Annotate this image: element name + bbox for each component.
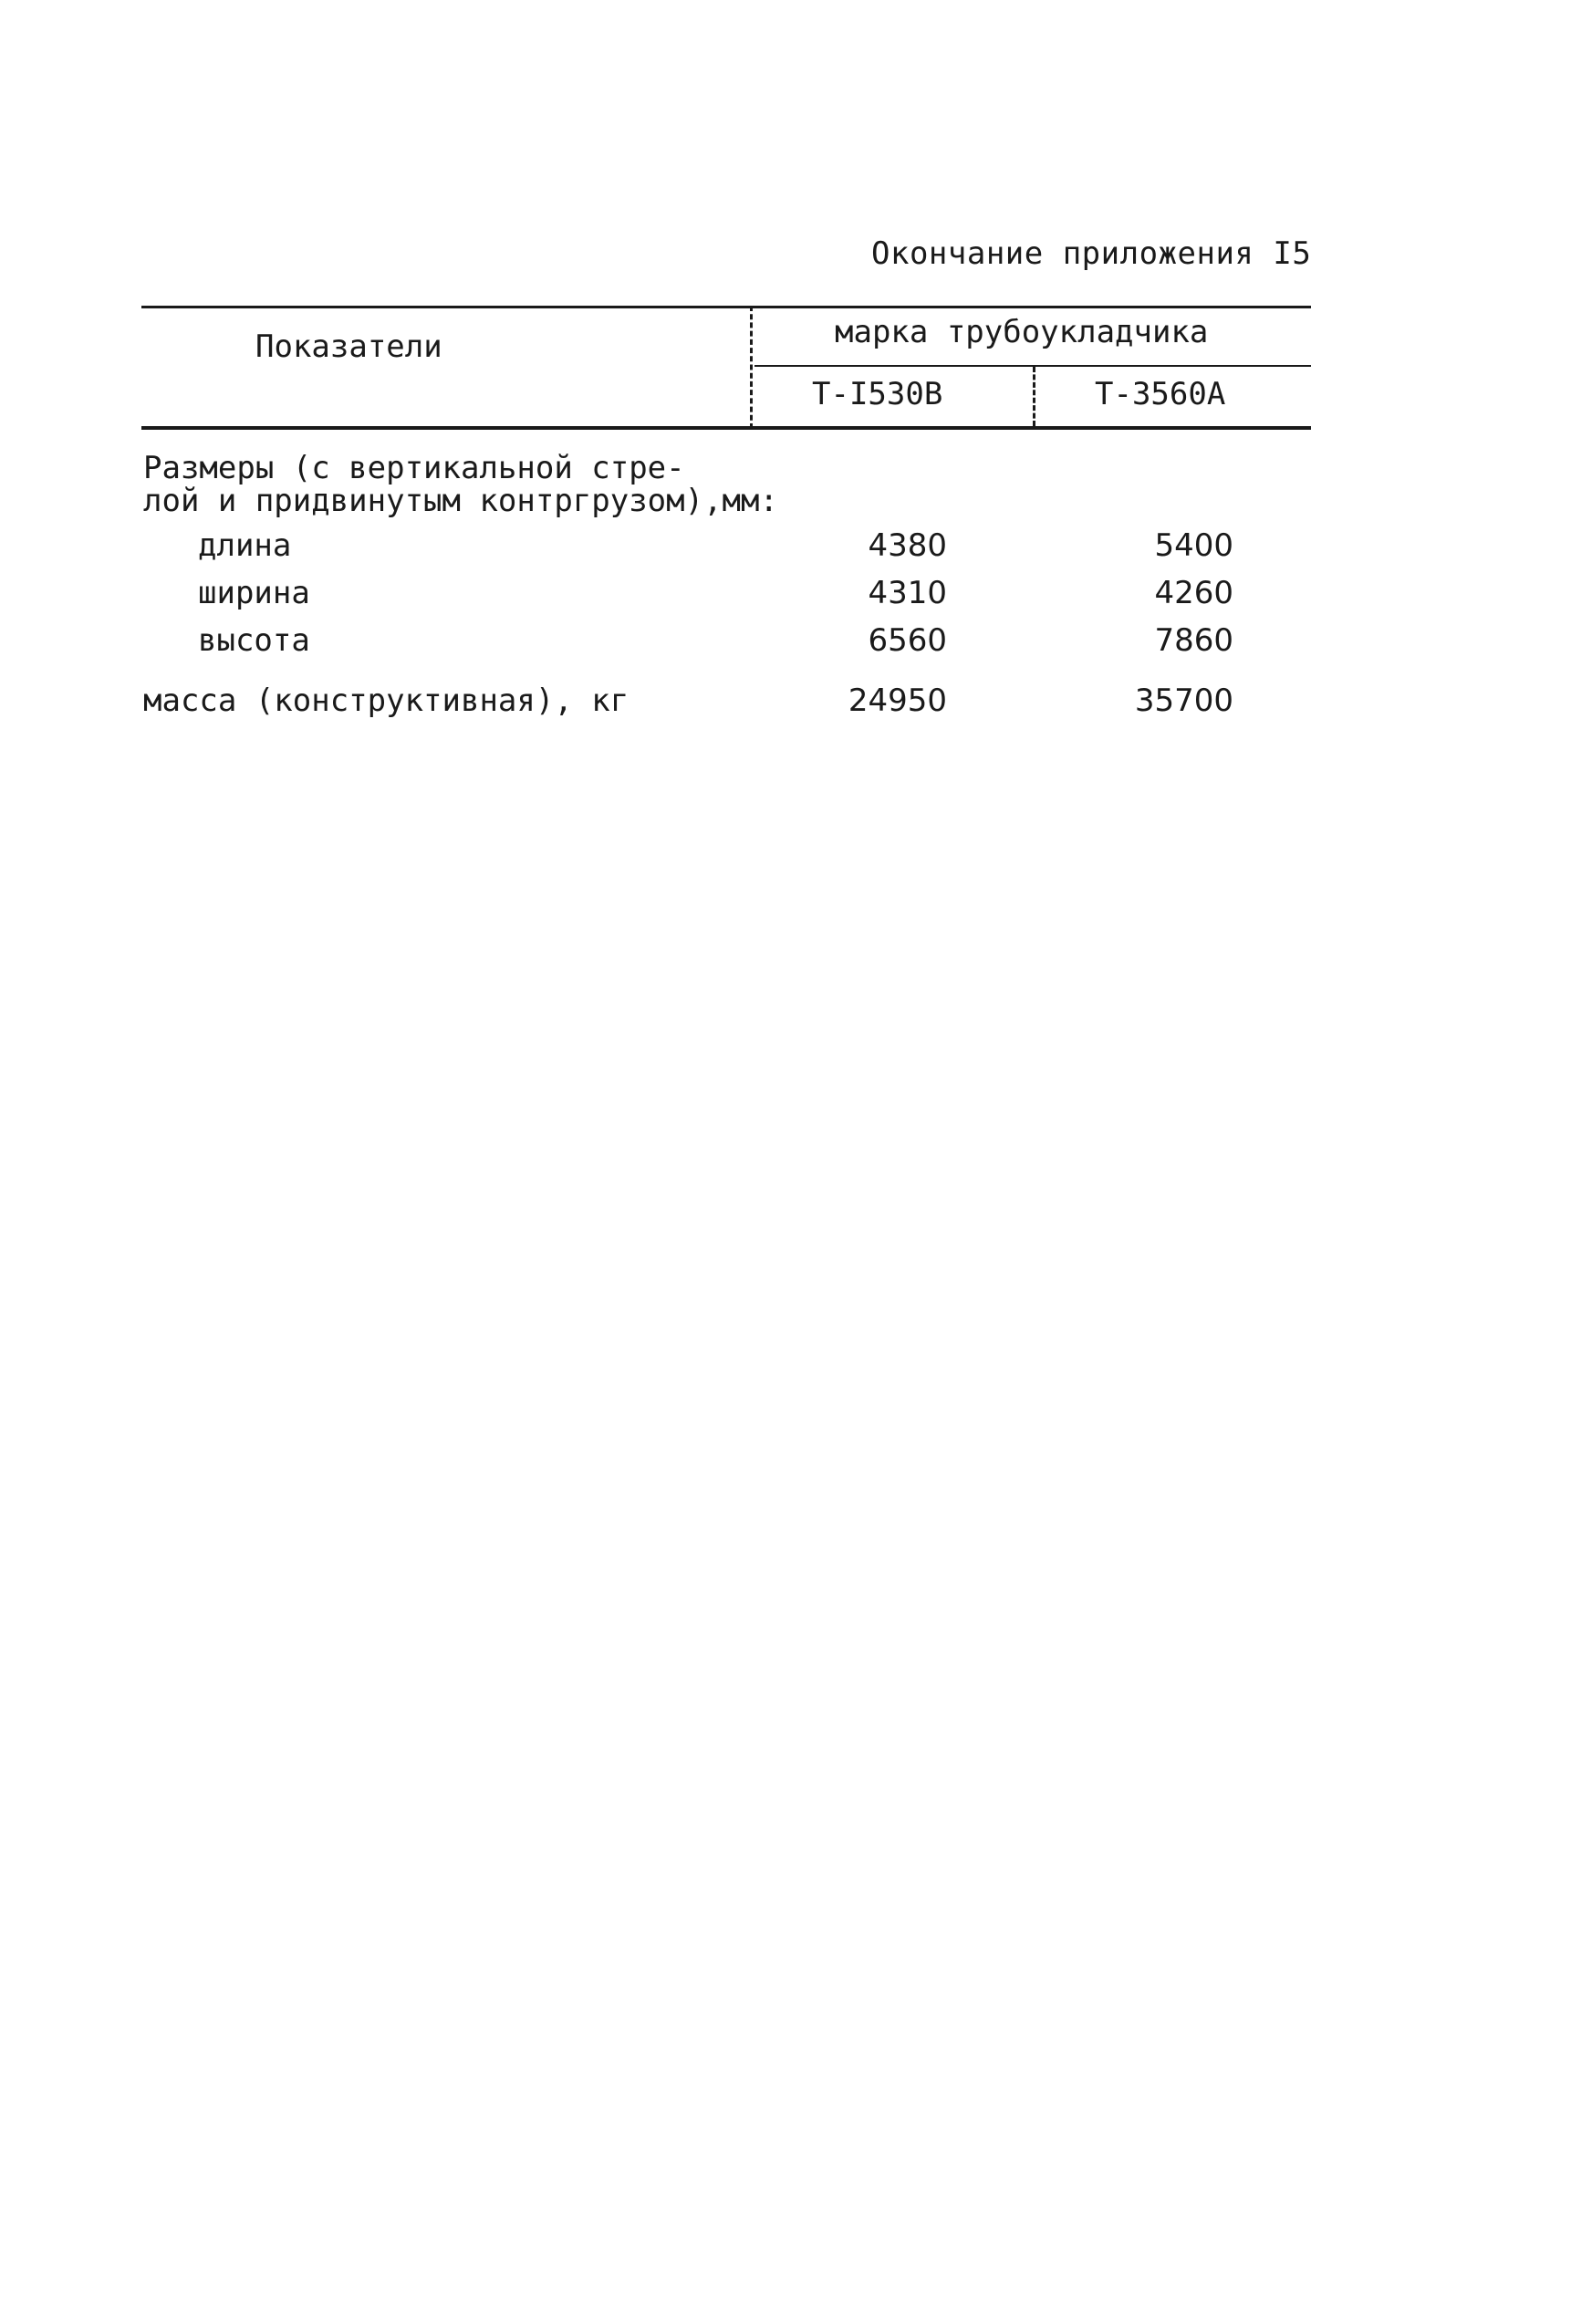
header-column-t1530v: Т-I530В: [812, 376, 943, 412]
row-width-value-2: 4260: [1154, 575, 1233, 611]
section-title-line-1: Размеры (с вертикальной стре-: [143, 450, 685, 486]
row-label-height: высота: [198, 622, 310, 659]
header-indicators: Показатели: [255, 328, 442, 365]
table-top-rule: [141, 306, 1311, 308]
row-label-length: длина: [198, 527, 292, 564]
row-height-value-1: 6560: [868, 622, 947, 659]
column-separator-sub: [1033, 367, 1035, 426]
row-length-value-2: 5400: [1154, 527, 1233, 564]
appendix-caption: Окончание приложения I5: [871, 235, 1312, 272]
header-column-t3560a: Т-3560А: [1095, 376, 1226, 412]
row-height-value-2: 7860: [1154, 622, 1233, 659]
row-mass-value-2: 35700: [1134, 683, 1233, 719]
table-header-bottom-rule: [141, 426, 1311, 430]
header-group-marka: марка трубоукладчика: [835, 314, 1209, 350]
column-separator-main: [750, 306, 753, 429]
row-mass-value-1: 24950: [848, 683, 947, 719]
row-length-value-1: 4380: [868, 527, 947, 564]
row-width-value-1: 4310: [868, 575, 947, 611]
row-label-mass: масса (конструктивная), кг: [143, 683, 629, 719]
row-label-width: ширина: [198, 575, 310, 611]
section-title-line-2: лой и придвинутым контргрузом),мм:: [143, 483, 778, 519]
